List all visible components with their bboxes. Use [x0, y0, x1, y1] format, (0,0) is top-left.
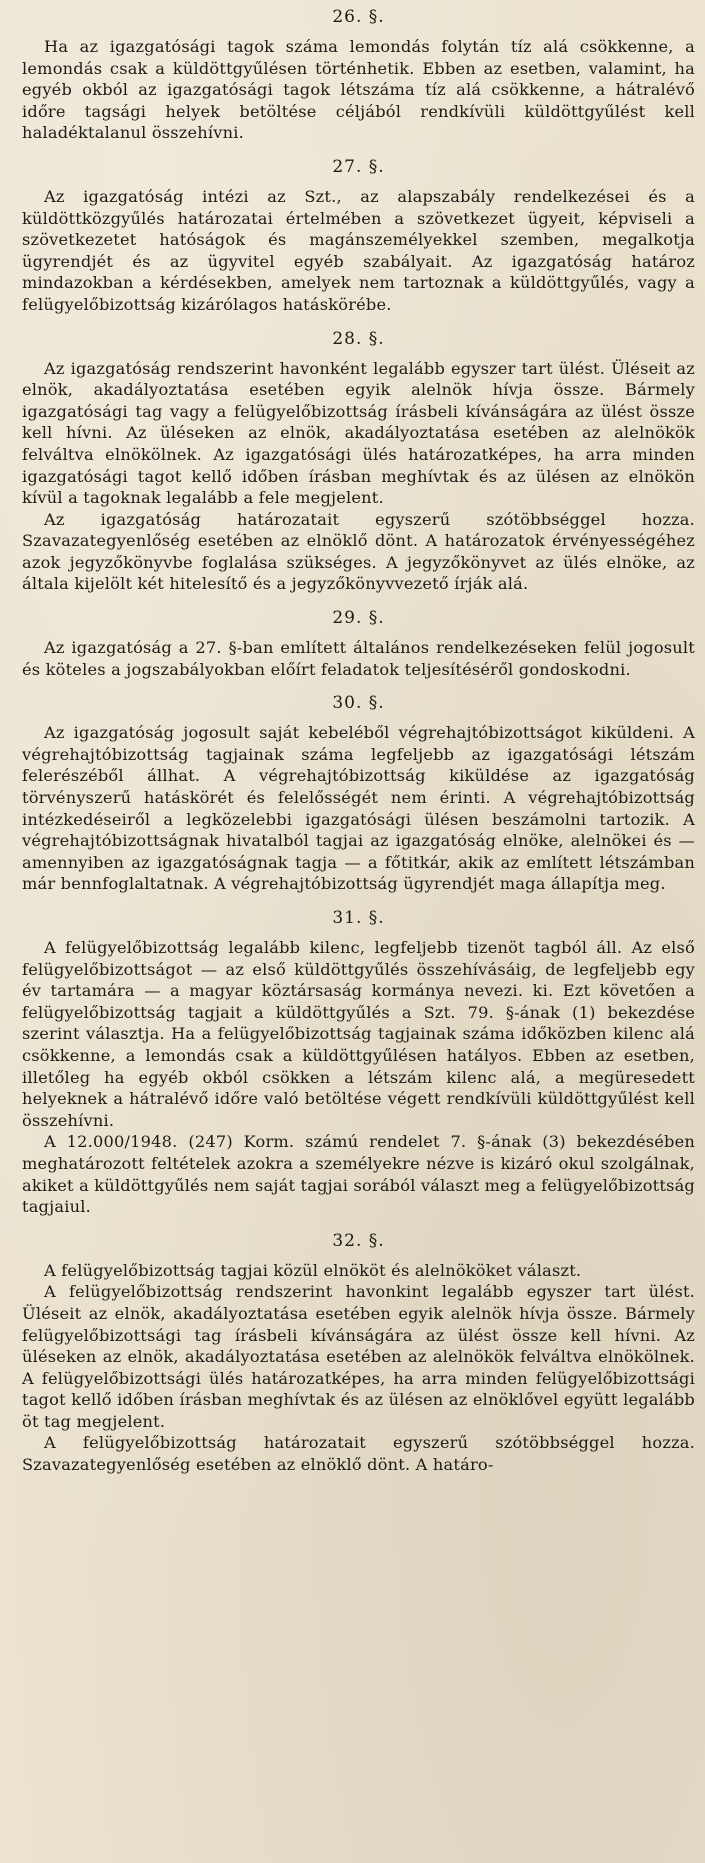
section-title: 32. §.: [332, 1230, 385, 1251]
section-title: 27. §.: [332, 156, 385, 177]
section-title: 26. §.: [332, 7, 385, 27]
paragraph: Ha az igazgatósági tagok száma lemondás folytán tíz alá csökkenne, a lemondás csak a küldöttgyűlésen történhetik. Ebben az esetben, valamint, ha egyéb okból az igazgatósági tagok létszáma tíz alá csökkenne, a hátralévő időre tagsági helyek betöltése céljából rendkívüli küldöttgyűlést kell haladéktalanul összehívni.: [22, 37, 695, 143]
paragraph: A felügyelőbizottság rendszerint havonkint legalább egyszer tart ülést. Üléseit az elnök, akadályoztatása esetében egyik alelnök hívja össze. Bármely felügyelőbizottsági tag írásbeli kívánságára az ülést össze kell hívni. Az üléseken az elnök, akadályoztatása esetében az alelnökök felváltva elnökölnek. A felügyelőbizottsági ülés határozatképes, ha arra minden felügyelőbizottsági tagot kellő időben írásban meghívtak és az ülésen az elnöklővel együtt legalább öt tag megjelent.: [22, 1282, 695, 1431]
section-30: [22, 690, 695, 895]
paragraph: Az igazgatóság jogosult saját kebeléből végrehajtóbizottságot kiküldeni. A végrehajtóbizottság tagjainak száma legfeljebb az igazgatósági létszám felerészéből állhat. A végrehajtóbizottság kiküldése az igazgatóság törvényszerű hatáskörét és felelősségét nem érinti. A végrehajtóbizottság intézkedéseiről a legközelebbi igazgatósági ülésen beszámolni tartozik. A végrehajtóbizottságnak hivatalból tagjai az igazgatóság elnöke, alelnökei és — amennyiben az igazgatóságnak tagja — a főtitkár, akik az említett létszámban már bennfoglaltatnak. A végrehajtóbizottság ügyrendjét maga állapítja meg.: [22, 723, 695, 894]
section-title: 29. §.: [332, 608, 385, 629]
section-title: 28. §.: [332, 328, 385, 349]
section-26: [22, 4, 695, 144]
section-27: [22, 154, 695, 316]
paragraph: A 12.000/1948. (247) Korm. számú rendelet 7. §-ának (3) bekezdésében meghatározott feltételek azokra a személyekre nézve is kizáró okul szolgálnak, akiket a küldöttgyűlés nem saját tagjai sorából választ meg a felügyelőbizottság tagjaiul.: [22, 1132, 695, 1217]
paragraph: Az igazgatóság a 27. §-ban említett általános rendelkezéseken felül jogosult és köteles a jogszabályokban előírt feladatok teljesítéséről gondoskodni.: [22, 638, 695, 679]
section-28: [22, 326, 695, 596]
section-31: [22, 905, 695, 1218]
section-32: [22, 1228, 695, 1476]
section-title: 30. §.: [332, 693, 385, 714]
paragraph: A felügyelőbizottság legalább kilenc, legfeljebb tizenöt tagból áll. Az első felügyelőbizottságot — az első küldöttgyűlés összehívásáig, de legfeljebb egy év tartamára — a magyar köztársaság kormánya nevezi. ki. Ezt követően a felügyelőbizottság tagjait a küldöttgyűlés a Szt. 79. §-ának (1) bekezdése szerint választja. Ha a felügyelőbizottság tagjainak száma időközben kilenc alá csökkenne, a lemondás csak a küldöttgyűlésen hatályos. Ebben az esetben, illetőleg ha egyéb okból csökken a létszám kilenc alá, a megüresedett helyeknek a hátralévő időre való betöltése végett rendkívüli küldöttgyűlést kell összehívni.: [22, 938, 695, 1130]
section-29: [22, 605, 695, 680]
paragraph: A felügyelőbizottság tagjai közül elnököt és alelnököket választ.: [44, 1260, 582, 1280]
section-title: 31. §.: [332, 908, 385, 928]
paragraph: Az igazgatóság intézi az Szt., az alapszabály rendelkezései és a küldöttközgyűlés határozatai értelmében a szövetkezet ügyeit, képviseli a szövetkezetet hatóságok és magánszemélyekkel szemben, megalkotja ügyrendjét és az ügyvitel egyéb szabályait. Az igazgatóság határoz mindazokban a kérdésekben, amelyek nem tartoznak a küldöttgyűlés, vagy a felügyelőbizottság kizárólagos hatáskörébe.: [22, 186, 695, 314]
paragraph: Az igazgatóság határozatait egyszerű szótöbbséggel hozza. Szavazategyenlőség esetében az elnöklő dönt. A határozatok érvényességéhez azok jegyzőkönyvbe foglalása szükséges. A jegyzőkönyvet az ülés elnöke, az általa kijelölt két hitelesítő és a jegyzőkönyvvezető írják alá.: [22, 509, 695, 594]
paragraph: A felügyelőbizottság határozatait egyszerű szótöbbséggel hozza. Szavazategyenlőség esetében az elnöklő dönt. A határo-: [22, 1433, 695, 1475]
paragraph: Az igazgatóság rendszerint havonként legalább egyszer tart ülést. Üléseit az elnök, akadályoztatása esetében egyik alelnök hívja össze. Bármely igazgatósági tag vagy a felügyelőbizottság írásbeli kívánságára az ülést össze kell hívni. Az üléseken az elnök, akadályoztatása esetében az alelnökök felváltva elnökölnek. Az igazgatósági ülés határozatképes, ha arra minden igazgatósági tagot kellő időben írásban meghívtak és az ülésen az elnökön kívül a tagoknak legalább a fele megjelent.: [22, 358, 695, 508]
